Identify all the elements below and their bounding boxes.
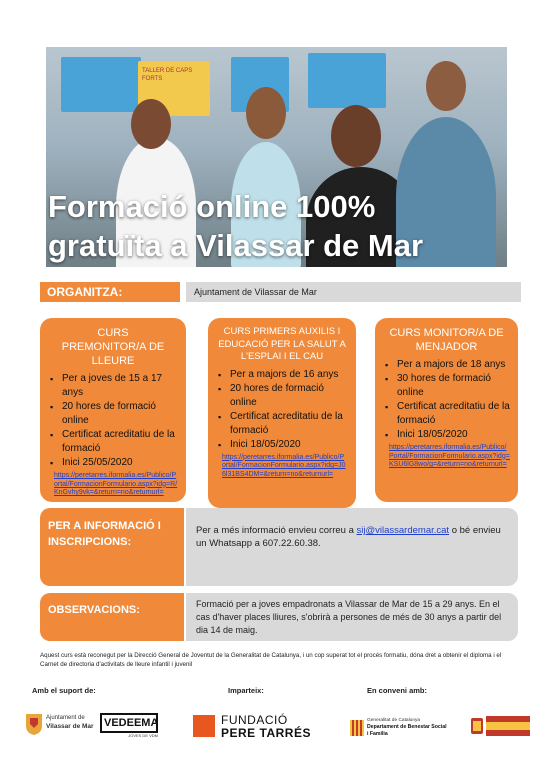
course-feature: ▪ Per a joves de 15 a 17 anys xyxy=(62,372,182,400)
hero-poster-text: TALLER DE CAPS FORTS xyxy=(142,68,193,82)
ajuntament-logo-line2: Vilassar de Mar xyxy=(46,723,94,730)
ajuntament-logo xyxy=(24,712,96,738)
generalitat-logo-line2: Departament de Benestar Social xyxy=(367,724,447,730)
fundacio-logo-line1: FUNDACIÓ xyxy=(221,713,288,727)
hero-poster xyxy=(308,53,386,108)
hero-title xyxy=(46,187,507,265)
observations-text: Formació per a joves empadronats a Vilassar de Mar de 15 a 29 anys. En el cas d'haver places lliures, s'obrirà a persones de més de 30 anys a partir del dia 14 de maig. xyxy=(186,593,518,641)
course-registration-link[interactable]: https://peretarres.iformalia.es/Publico/Portal/FormacionFormulario.aspx?idg=KSU6lG8wo/g=&return=no&returnurl= xyxy=(389,444,510,468)
course-feature: ▪ Per a majors de 18 anys xyxy=(397,358,514,372)
vedeema-logo-text: VEDEEMA xyxy=(100,713,158,733)
course-feature: ▪ Inici 25/05/2020 xyxy=(62,456,182,470)
generalitat-logo-line3: i Família xyxy=(367,731,388,737)
vedeema-logo xyxy=(100,713,158,743)
hero-title-line1: Formació online 100% xyxy=(48,189,376,224)
gobierno-stripe xyxy=(486,722,530,730)
person-head xyxy=(331,105,381,167)
course-feature: ▪ Certificat acreditatiu de la formació xyxy=(62,428,182,456)
generalitat-logo-line1: Generalitat de Catalunya xyxy=(367,718,421,723)
info-email-link[interactable]: sij@vilassardemar.cat xyxy=(356,525,450,536)
info-text-after: o bé envieu un Whatsapp a 607.22.60.38. xyxy=(196,525,501,549)
course-features xyxy=(44,372,182,470)
course-feature: ▪ 20 hores de formació online xyxy=(62,400,182,428)
course-card-premonitor xyxy=(40,318,186,502)
info-text xyxy=(186,508,518,586)
course-feature: ▪ Per a majors de 16 anys xyxy=(230,368,352,382)
hero-image xyxy=(46,47,507,267)
course-feature: ▪ Certificat acreditatiu de la formació xyxy=(230,410,352,438)
course-card-primers-auxilis xyxy=(208,318,356,508)
course-features xyxy=(379,358,514,442)
conveni-label: En conveni amb: xyxy=(367,686,428,695)
info-label: PER A INFORMACIÓ I INSCRIPCIONS: xyxy=(40,508,184,586)
fundacio-logo-line2: PERE TARRÉS xyxy=(221,726,311,740)
imparteix-label: Imparteix: xyxy=(228,686,264,695)
person-head xyxy=(426,61,466,111)
organitza-value: Ajuntament de Vilassar de Mar xyxy=(186,282,521,302)
course-feature: ▪ Inici 18/05/2020 xyxy=(397,428,514,442)
hero-title-line2: gratuïta a Vilassar de Mar xyxy=(48,228,424,263)
course-card-monitor-menjador xyxy=(375,318,518,502)
course-title: CURS PREMONITOR/A DE LLEURE xyxy=(61,327,165,367)
recognition-note: Aquest curs està reconegut per la Direcció General de Joventut de la Generalitat de Catalunya, i un cop superat tot el procés formatiu, dóna dret a obtenir el diploma i el Carnet de directoria d'activitats de lleure infantil i juvenil xyxy=(40,652,502,668)
course-title: CURS MONITOR/A DE MENJADOR xyxy=(389,327,504,353)
person-head xyxy=(131,99,171,149)
course-registration-link[interactable]: https://peretarres.iformalia.es/Publico/Portal/FormacionFormulario.aspx?idg=R/KnGvhy9vk=&return=no&returnurl= xyxy=(54,472,178,496)
gobierno-stripe xyxy=(486,730,530,736)
ajuntament-logo-line1: Ajuntament de xyxy=(46,715,85,721)
info-text-before: Per a més informació envieu correu a xyxy=(196,525,357,536)
fundacio-pere-tarres-logo xyxy=(193,713,313,743)
hero-poster xyxy=(61,57,141,112)
course-title: CURS PRIMERS AUXILIS I EDUCACIÓ PER LA SALUT A L'ESPLAI I EL CAU xyxy=(218,326,346,362)
generalitat-stripes-icon xyxy=(350,720,364,736)
course-feature: ▪ Inici 18/05/2020 xyxy=(230,438,352,452)
gobierno-espana-logo xyxy=(470,714,530,740)
generalitat-logo xyxy=(350,718,462,740)
ajuntament-shield-icon xyxy=(24,712,44,736)
person-head xyxy=(246,87,286,139)
observations-label: OBSERVACIONS: xyxy=(40,593,184,641)
vedeema-logo-sub: JOVES DE VDM xyxy=(128,733,158,738)
course-features xyxy=(212,368,352,452)
support-label: Amb el suport de: xyxy=(32,686,96,695)
course-feature: ▪ 20 hores de formació online xyxy=(230,382,352,410)
course-registration-link[interactable]: https://peretarres.iformalia.es/Publico/Portal/FormacionFormulario.aspx?idg=J06l31BS4DM=&return=no&returnurl= xyxy=(222,453,346,478)
course-feature: ▪ Certificat acreditatiu de la formació xyxy=(397,400,514,428)
organitza-label: ORGANITZA: xyxy=(40,282,180,302)
spain-coat-of-arms-icon xyxy=(470,716,484,736)
fundacio-square-icon xyxy=(193,715,215,737)
course-feature: ▪ 30 hores de formació online xyxy=(397,372,514,400)
